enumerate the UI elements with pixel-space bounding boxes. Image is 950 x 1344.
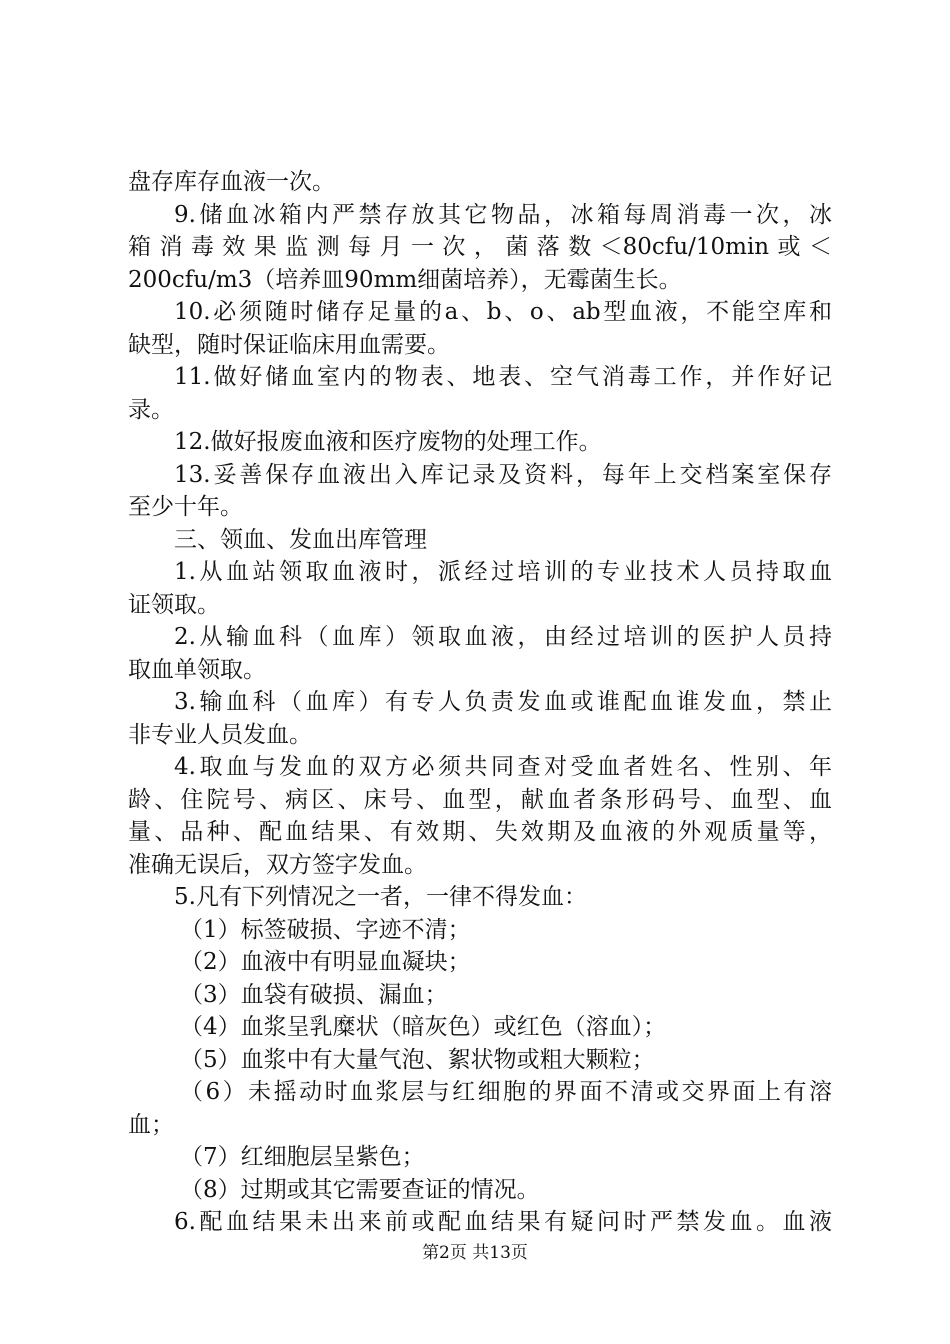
- document-body: [128, 166, 832, 1239]
- text-line: 10.必须随时储存足量的a、b、o、ab型血液，不能空库和: [174, 299, 832, 325]
- text-line: 2.从输血科（血库）领取血液，由经过培训的医护人员持: [174, 624, 832, 650]
- text-line: 3.输血科（血库）有专人负责发血或谁配血谁发血，禁止: [174, 689, 832, 715]
- text-line: （6）未摇动时血浆层与红细胞的界面不清或交界面上有溶: [180, 1079, 832, 1105]
- page-number-label: 第2页 共13页: [422, 1243, 528, 1263]
- text-line: 5.凡有下列情况之一者，一律不得发血：: [174, 884, 587, 910]
- text-line: 11.做好储血室内的物表、地表、空气消毒工作，并作好记: [174, 364, 832, 390]
- text-line: 9.储血冰箱内严禁存放其它物品，冰箱每周消毒一次，冰: [174, 201, 832, 228]
- text-line: （8）过期或其它需要查证的情况。: [180, 1176, 540, 1203]
- text-line: （4）血浆呈乳糜状（暗灰色）或红色（溶血）；: [180, 1014, 667, 1040]
- page-footer: [0, 1242, 950, 1264]
- text-line: 证领取。: [128, 591, 220, 618]
- text-line: 三、领血、发血出库管理: [174, 526, 427, 553]
- text-line: 龄、住院号、病区、床号、血型，献血者条形码号、血型、血: [128, 786, 832, 813]
- text-line: （3）血袋有破损、漏血；: [180, 981, 448, 1008]
- text-line: 12.做好报废血液和医疗废物的处理工作。: [174, 429, 602, 455]
- text-line: 盘存库存血液一次。: [128, 169, 335, 195]
- text-line: 准确无误后，双方签字发血。: [128, 851, 427, 878]
- text-line: （2）血液中有明显血凝块；: [180, 949, 471, 975]
- text-line: （7）红细胞层呈紫色；: [180, 1144, 425, 1170]
- text-line: 6.配血结果未出来前或配血结果有疑问时严禁发血。血液: [174, 1209, 832, 1235]
- text-line: 取血单领取。: [128, 656, 266, 683]
- text-line: 录。: [128, 396, 174, 423]
- text-line: 量、品种、配血结果、有效期、失效期及血液的外观质量等，: [128, 819, 832, 845]
- text-line: 非专业人员发血。: [128, 721, 312, 748]
- text-line: 1.从血站领取血液时，派经过培训的专业技术人员持取血: [174, 559, 832, 585]
- text-line: 至少十年。: [128, 494, 243, 520]
- text-line: 血；: [128, 1111, 174, 1138]
- text-line: 13.妥善保存血液出入库记录及资料，每年上交档案室保存: [174, 461, 832, 488]
- text-line: 4.取血与发血的双方必须共同查对受血者姓名、性别、年: [174, 754, 832, 780]
- text-line: 缺型，随时保证临床用血需要。: [128, 331, 450, 358]
- text-line: （5）血浆中有大量气泡、絮状物或粗大颗粒；: [180, 1046, 655, 1073]
- text-line: 箱消毒效果监测每月一次，菌落数＜80cfu/10min或＜: [128, 234, 832, 260]
- text-line: 200cfu/m3（培养皿90mm细菌培养），无霉菌生长。: [128, 266, 682, 293]
- text-line: （1）标签破损、字迹不清；: [180, 916, 471, 943]
